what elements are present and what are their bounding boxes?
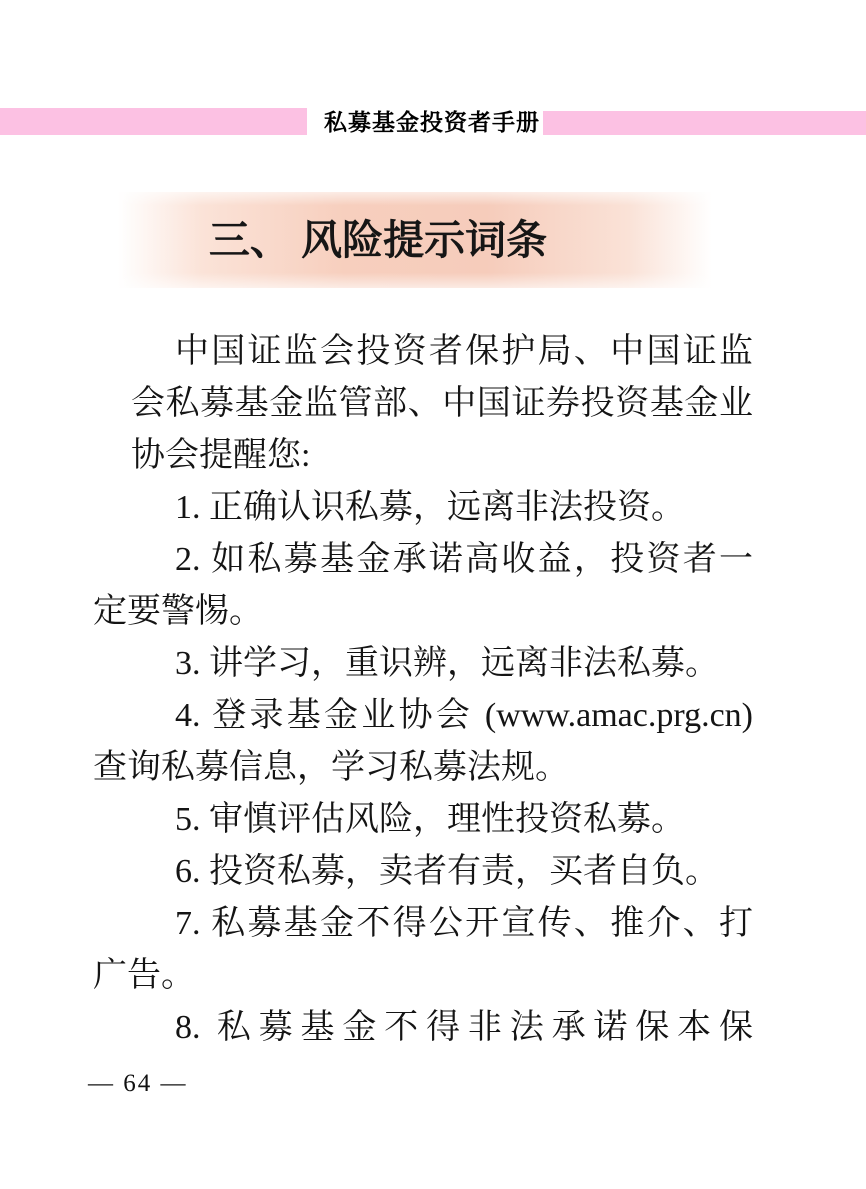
text-line: 会私募基金监管部、中国证券投资基金业 bbox=[131, 385, 753, 422]
section-title: 三、 风险提示词条 bbox=[208, 217, 548, 263]
running-header-bar-left bbox=[0, 108, 307, 135]
text-line: 3. 讲学习，重识辨，远离非法私募。 bbox=[175, 645, 719, 682]
running-header-title: 私募基金投资者手册 bbox=[324, 110, 540, 135]
text-line: 2. 如私募基金承诺高收益，投资者一 bbox=[175, 541, 753, 578]
running-header-bar-right bbox=[543, 111, 866, 135]
text-line: 8. 私募基金不得非法承诺保本保 bbox=[175, 1009, 753, 1046]
text-line: 7. 私募基金不得公开宣传、推介、打 bbox=[175, 905, 753, 942]
text-line: 定要警惕。 bbox=[93, 593, 263, 630]
text-line: 5. 审慎评估风险，理性投资私募。 bbox=[175, 801, 685, 838]
section-title-banner bbox=[118, 192, 712, 288]
body-text bbox=[93, 326, 753, 1054]
text-line: 广告。 bbox=[93, 957, 195, 994]
text-line: 协会提醒您: bbox=[131, 437, 311, 474]
text-line: 4. 登录基金业协会 (www.amac.prg.cn) bbox=[175, 697, 753, 734]
text-line: 1. 正确认识私募，远离非法投资。 bbox=[175, 489, 685, 526]
text-line: 中国证监会投资者保护局、中国证监 bbox=[175, 333, 753, 370]
page-number: — 64 — bbox=[88, 1070, 188, 1097]
text-line: 查询私募信息，学习私募法规。 bbox=[93, 749, 569, 786]
text-line: 6. 投资私募，卖者有责，买者自负。 bbox=[175, 853, 719, 890]
